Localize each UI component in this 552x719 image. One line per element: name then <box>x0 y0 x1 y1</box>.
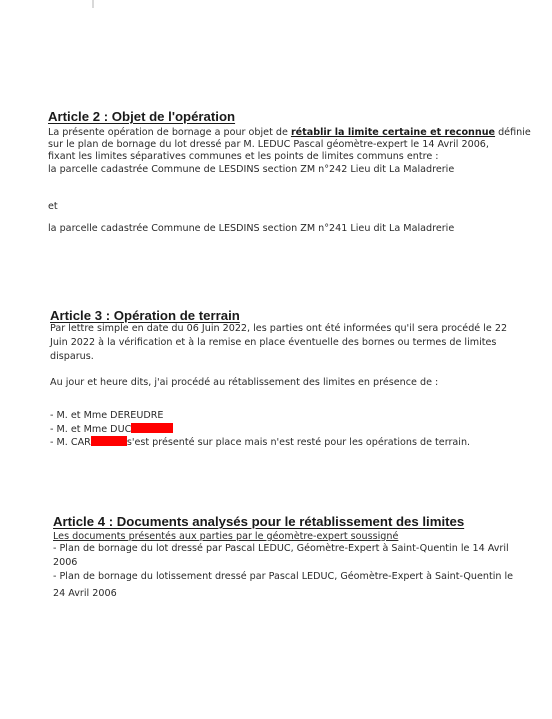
article-2-title: Article 2 : Objet de l'opération <box>48 109 236 124</box>
article-3-line-4: Au jour et heure dits, j'ai procédé au rétablissement des limites en présence de : <box>50 377 439 388</box>
document-2-line-1: - Plan de bornage du lotissement dressé par Pascal LEDUC, Géomètre-Expert à Saint-Quentin le <box>53 571 514 582</box>
redaction-box <box>131 423 173 433</box>
scan-speck <box>92 0 94 8</box>
redaction-box <box>91 436 127 446</box>
parcel-241: la parcelle cadastrée Commune de LESDINS section ZM n°241 Lieu dit La Maladrerie <box>48 223 455 234</box>
attendee-3-prefix: - M. CAR <box>50 437 91 448</box>
document-2-line-2: 24 Avril 2006 <box>53 588 117 599</box>
attendee-3 <box>50 436 470 449</box>
text-span: La présente opération de bornage a pour objet de <box>48 127 291 138</box>
article-2-line-2: sur le plan de bornage du lot dressé par M. LEDUC Pascal géomètre-expert le 14 Avril 2006, <box>48 139 489 150</box>
attendee-1: - M. et Mme DEREUDRE <box>50 410 164 421</box>
attendee-2 <box>50 423 173 436</box>
text-span: définie <box>495 127 531 138</box>
document-1-line-1: - Plan de bornage du lot dressé par Pascal LEDUC, Géomètre-Expert à Saint-Quentin le 14 Avril <box>53 543 509 554</box>
parcel-242: la parcelle cadastrée Commune de LESDINS section ZM n°242 Lieu dit La Maladrerie <box>48 164 455 175</box>
attendee-2-text: - M. et Mme DUC <box>50 424 132 435</box>
attendee-3-suffix: s'est présenté sur place mais n'est resté pour les opérations de terrain. <box>126 437 471 448</box>
document-1-line-2: 2006 <box>53 557 78 568</box>
article-3-line-3: disparus. <box>50 351 94 362</box>
article-2-line-1 <box>48 127 531 139</box>
article-3-title: Article 3 : Opération de terrain <box>50 308 240 323</box>
article-3-line-1: Par lettre simple en date du 06 Juin 2022, les parties ont été informées qu'il sera procédé le 22 <box>50 323 508 334</box>
article-3-line-2: Juin 2022 à la vérification et à la remise en place éventuelle des bornes ou termes de limites <box>50 337 497 348</box>
article-4-title: Article 4 : Documents analysés pour le rétablissement des limites <box>53 514 465 529</box>
bold-phrase: rétablir la limite certaine et reconnue <box>290 127 496 138</box>
article-2-line-3: fixant les limites séparatives communes et les points de limites communs entre : <box>48 151 439 162</box>
article-4-subtitle: Les documents présentés aux parties par le géomètre-expert soussigné <box>53 531 399 542</box>
and-connector: et <box>48 201 58 212</box>
